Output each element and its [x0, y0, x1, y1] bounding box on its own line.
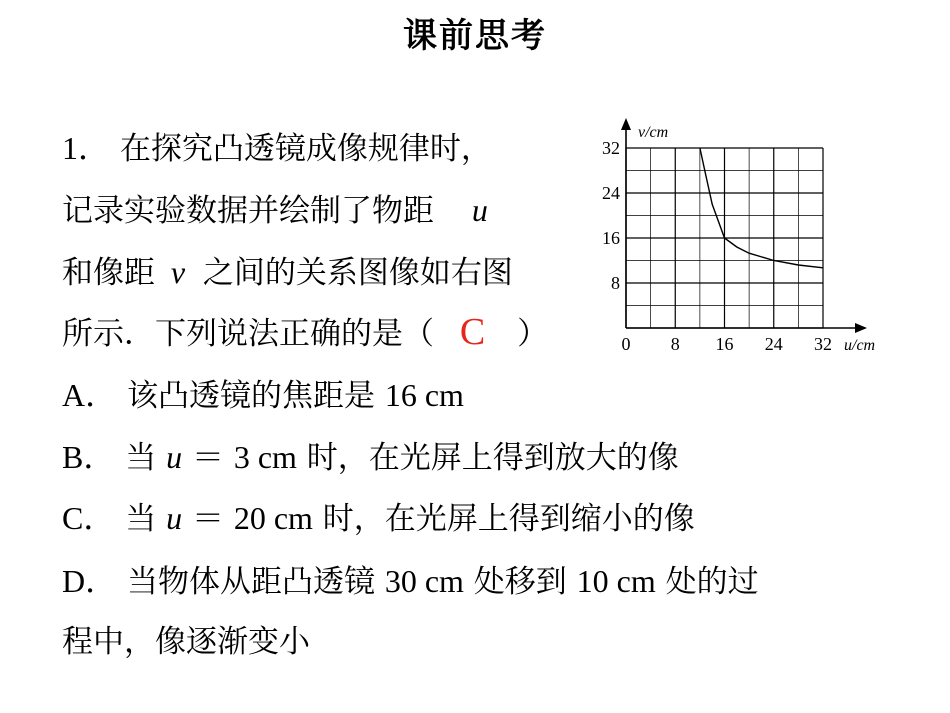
- question-line-3: [62, 252, 513, 293]
- option-text: 当: [125, 440, 157, 476]
- equals-sign: ＝: [191, 500, 224, 536]
- option-text: 当: [125, 501, 157, 537]
- variable-u: u: [166, 439, 183, 475]
- x-axis-label: u/cm: [844, 337, 876, 354]
- page-title: 课前思考: [403, 16, 547, 56]
- y-axis-label: v/cm: [638, 124, 669, 141]
- option-value: 30 cm: [384, 563, 464, 599]
- option-value: 16 cm: [384, 377, 464, 413]
- question-text: 在探究凸透镜成像规律时，: [119, 131, 492, 167]
- y-tick-label: 16: [602, 228, 620, 248]
- question-line-1: [62, 128, 492, 169]
- question-line-2: [62, 190, 488, 231]
- equals-sign: ＝: [191, 439, 224, 475]
- option-label: C．: [62, 500, 116, 536]
- option-text: 当物体从距凸透镜: [126, 564, 375, 600]
- x-axis-arrow: [855, 323, 867, 333]
- question-text: 所示．下列说法正确的是（: [62, 316, 434, 352]
- y-tick-label: 8: [611, 273, 620, 293]
- option-text: 时，在光屏上得到放大的像: [306, 440, 679, 476]
- option-value: 20 cm: [233, 500, 313, 536]
- y-tick-label: 24: [602, 183, 620, 203]
- option-label: A．: [62, 377, 118, 413]
- question-text: 之间的关系图像如右图: [202, 255, 513, 291]
- question-text: 和像距: [62, 255, 155, 291]
- data-curve: [700, 148, 823, 268]
- x-tick-label: 0: [621, 334, 631, 354]
- y-axis-arrow: [621, 118, 631, 130]
- option-label: D．: [62, 563, 118, 599]
- option-b: [62, 437, 679, 478]
- option-c: [62, 498, 695, 539]
- option-label: B．: [62, 439, 116, 475]
- option-d-continued: [62, 622, 310, 662]
- option-text: 时，在光屏上得到缩小的像: [322, 501, 695, 537]
- x-tick-label: 32: [814, 334, 832, 354]
- variable-v: v: [170, 254, 186, 290]
- x-tick-label: 24: [764, 334, 783, 354]
- answer-mark: C: [459, 311, 486, 353]
- option-text: 程中，像逐渐变小: [62, 624, 310, 660]
- option-text: 处的过: [665, 564, 759, 600]
- x-tick-label: 16: [715, 334, 734, 354]
- y-tick-label: 32: [602, 138, 620, 158]
- question-text: 记录实验数据并绘制了物距: [62, 193, 434, 229]
- variable-u: u: [166, 500, 183, 536]
- option-d: [62, 561, 759, 602]
- option-text: 该凸透镜的焦距是: [126, 378, 375, 414]
- x-tick-label: 8: [670, 334, 680, 354]
- question-line-4: [62, 312, 548, 354]
- variable-u: u: [471, 192, 488, 228]
- option-value: 10 cm: [576, 563, 656, 599]
- option-a: [62, 375, 464, 416]
- option-value: 3 cm: [233, 439, 297, 475]
- option-text: 处移到: [473, 564, 567, 600]
- chart-axes: [621, 118, 867, 333]
- uv-graph: [592, 112, 902, 357]
- question-text: ）: [517, 316, 549, 352]
- question-number: 1．: [62, 130, 111, 166]
